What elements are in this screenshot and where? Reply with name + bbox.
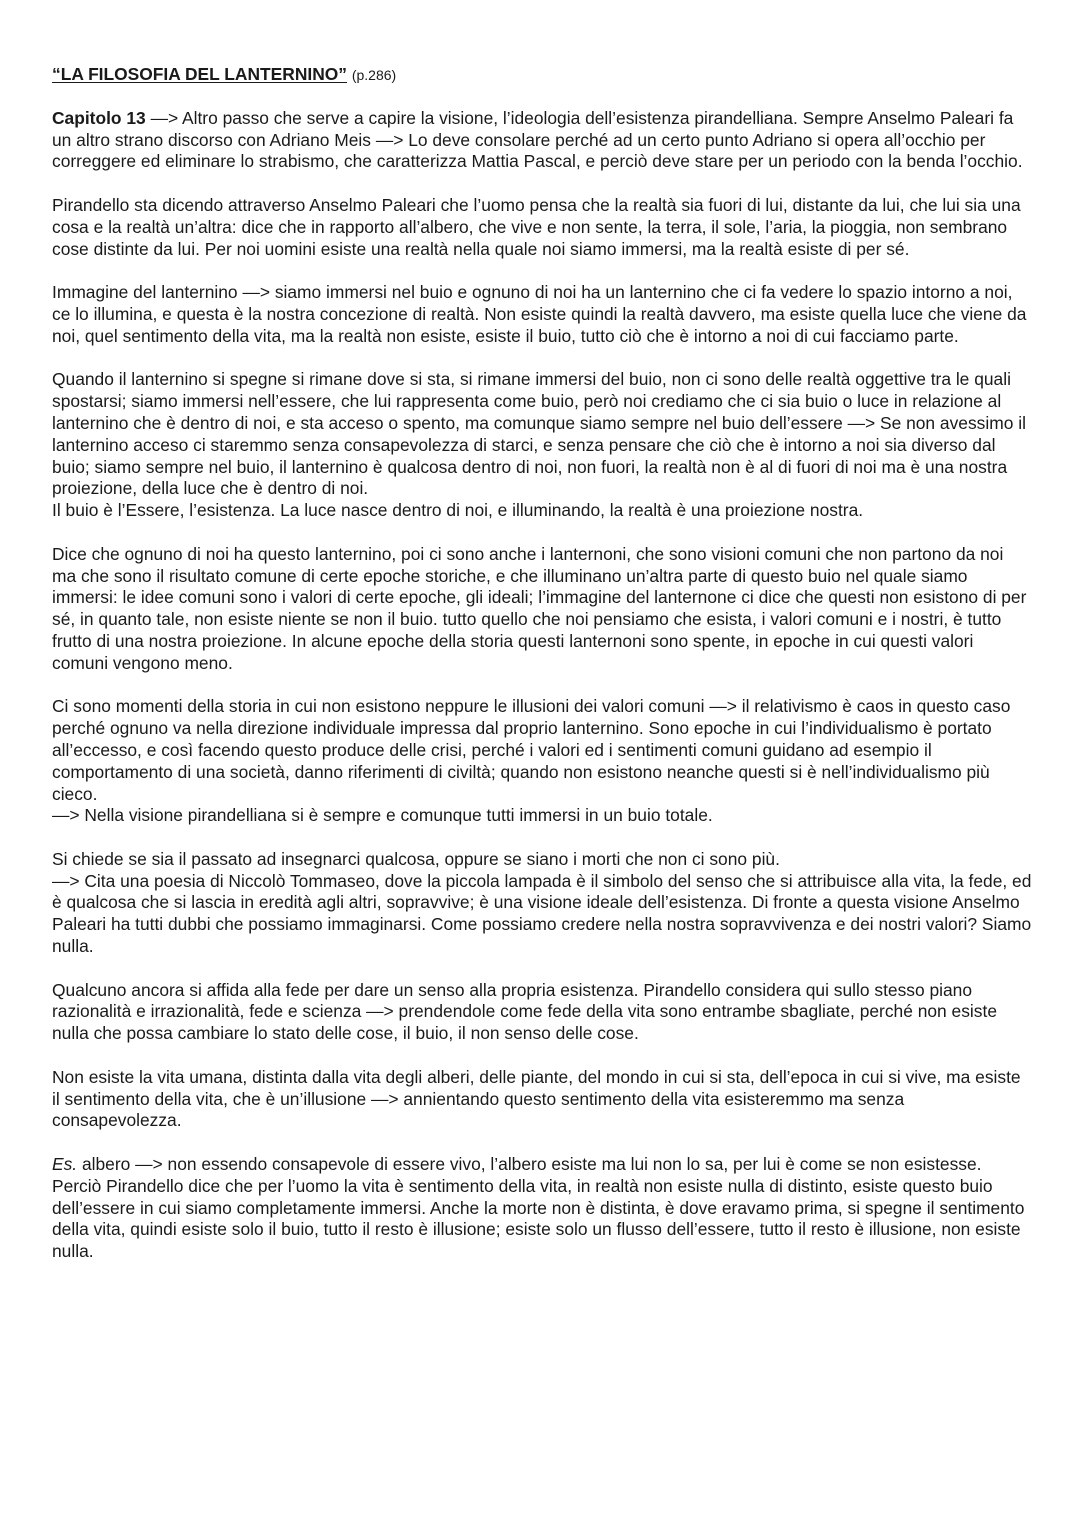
document-page [52,64,1032,1285]
paragraph-4b: Il buio è l’Essere, l’esistenza. La luce nasce dentro di noi, e illuminando, la realtà è una proiezione nostra. [52,500,864,521]
paragraph-6b: —> Nella visione pirandelliana si è sempre e comunque tutti immersi in un buio totale. [52,805,713,826]
paragraph-9: Non esiste la vita umana, distinta dalla vita degli alberi, delle piante, del mondo in cui si sta, dell’epoca in cui si vive, ma esiste il sentimento della vita, che è un’illusione —> annientando questo sentimento della vita esisteremmo ma senza consapevolezza. [52,1066,1021,1131]
paragraph-10 [52,1154,1032,1263]
paragraph-4: Quando il lanternino si spegne si rimane dove si sta, si rimane immersi del buio, non ci sono delle realtà oggettive tra le quali spostarsi; siamo immersi nell’essere, che lui rappresenta come buio, però noi crediamo che ci sia buio o luce in relazione al lanternino che è dentro di noi, e sta acceso o spento, ma comunque siamo sempre nel buio dell’essere —> Se non avessimo il lanternino acceso ci staremmo senza consapevolezza di starci, e senza pensare che ciò che è intorno a noi sia diverso dal buio; siamo sempre nel buio, il lanternino è qualcosa dentro di noi, non fuori, la realtà non è al di fuori di noi ma è una nostra proiezione, della luce che è dentro di noi. [52,369,1026,499]
example-label: Es. [52,1154,78,1175]
paragraph-10-text: albero —> non essendo consapevole di essere vivo, l’albero esiste ma lui non lo sa, per lui è come se non esistesse. Perciò Pirandello dice che per l’uomo la vita è sentimento della vita, in realtà non esiste nulla di distinto, esiste questo buio dell’essere in cui siamo completamente immersi. Anche la morte non è distinta, è dove eravamo prima, si spegne il sentimento della vita, quindi esiste solo il buio, tutto il resto è illusione; esiste solo un flusso dell’essere, tutto il resto è illusione, non esiste nulla. [52,1154,1025,1262]
page-reference: (p.286) [351,67,397,83]
document-title: “LA FILOSOFIA DEL LANTERNINO” [52,64,347,84]
paragraph-7a: Si chiede se sia il passato ad insegnarci qualcosa, oppure se siano i morti che non ci sono più. [52,848,780,869]
paragraph-1-text: —> Altro passo che serve a capire la visione, l’ideologia dell’esistenza pirandelliana. Sempre Anselmo Paleari fa un altro strano discorso con Adriano Meis —> Lo deve consolare perché ad un certo punto Adriano si opera all’occhio per correggere ed eliminare lo strabismo, che caratterizza Mattia Pascal, e perciò deve stare per un periodo con la benda l’occhio. [52,107,1023,172]
paragraph-7b: —> Cita una poesia di Niccolò Tommaseo, dove la piccola lampada è il simbolo del senso che si attribuisce alla vita, la fede, ed è qualcosa che si lascia in eredità agli altri, sopravvive; è una visione ideale dell’esistenza. Di fronte a questa visione Anselmo Paleari ha tutti dubbi che possiamo immaginarsi. Come possiamo credere nella nostra sopravvivenza e dei nostri valori? Siamo nulla. [52,870,1032,957]
paragraph-8: Qualcuno ancora si affida alla fede per dare un senso alla propria esistenza. Pirandello considera qui sullo stesso piano razionalità e irrazionalità, fede e scienza —> prendendole come fede della vita sono entrambe sbagliate, perché non esiste nulla che possa cambiare lo stato delle cose, il buio, il non senso delle cose. [52,979,997,1044]
paragraph-6: Ci sono momenti della storia in cui non esistono neppure le illusioni dei valori comuni —> il relativismo è caos in questo caso perché ognuno va nella direzione individuale impressa dal proprio lanternino. Sono epoche in cui l’individualismo è portato all’eccesso, e così facendo questo produce delle crisi, perché i valori ed i sentimenti comuni guidano ad esempio il comportamento di una società, danno riferimenti di civiltà; quando non esistono neanche questi si è nell’individualismo più cieco. [52,696,1011,804]
title-line [52,64,1032,87]
chapter-label: Capitolo 13 [52,107,146,128]
paragraph-1 [52,108,1032,173]
paragraph-3: Immagine del lanternino —> siamo immersi nel buio e ognuno di noi ha un lanternino che ci fa vedere lo spazio intorno a noi, ce lo illumina, e questa è la nostra concezione di realtà. Non esiste quindi la realtà davvero, ma esiste quella luce che viene da noi, quel sentimento della vita, ma la realtà non esiste, esiste il buio, tutto ciò che è intorno a noi di cui facciamo parte. [52,282,1027,346]
paragraph-5: Dice che ognuno di noi ha questo lanternino, poi ci sono anche i lanternoni, che sono visioni comuni che non partono da noi ma che sono il risultato comune di certe epoche storiche, e che illuminano un’altra parte di questo buio nel quale siamo immersi: le idee comuni sono i valori di certe epoche, gli ideali; l’immagine del lanternone ci dice che questi non esistono di per sé, in quanto tale, non esiste niente se non il buio. tutto quello che noi pensiamo che esista, i valori comuni e i nostri, è tutto frutto di una nostra proiezione. In alcune epoche della storia questi lanternoni sono spente, in epoche in cui questi valori comuni vengono meno. [52,543,1027,673]
paragraph-2: Pirandello sta dicendo attraverso Anselmo Paleari che l’uomo pensa che la realtà sia fuori di lui, distante da lui, che lui sia una cosa e la realtà un’altra: dice che in rapporto all’albero, che vive e non sente, la terra, il sole, l’aria, la pioggia, non sembrano cose distinte da lui. Per noi uomini esiste una realtà nella quale noi siamo immersi, ma la realtà esiste di per sé. [52,194,1021,259]
